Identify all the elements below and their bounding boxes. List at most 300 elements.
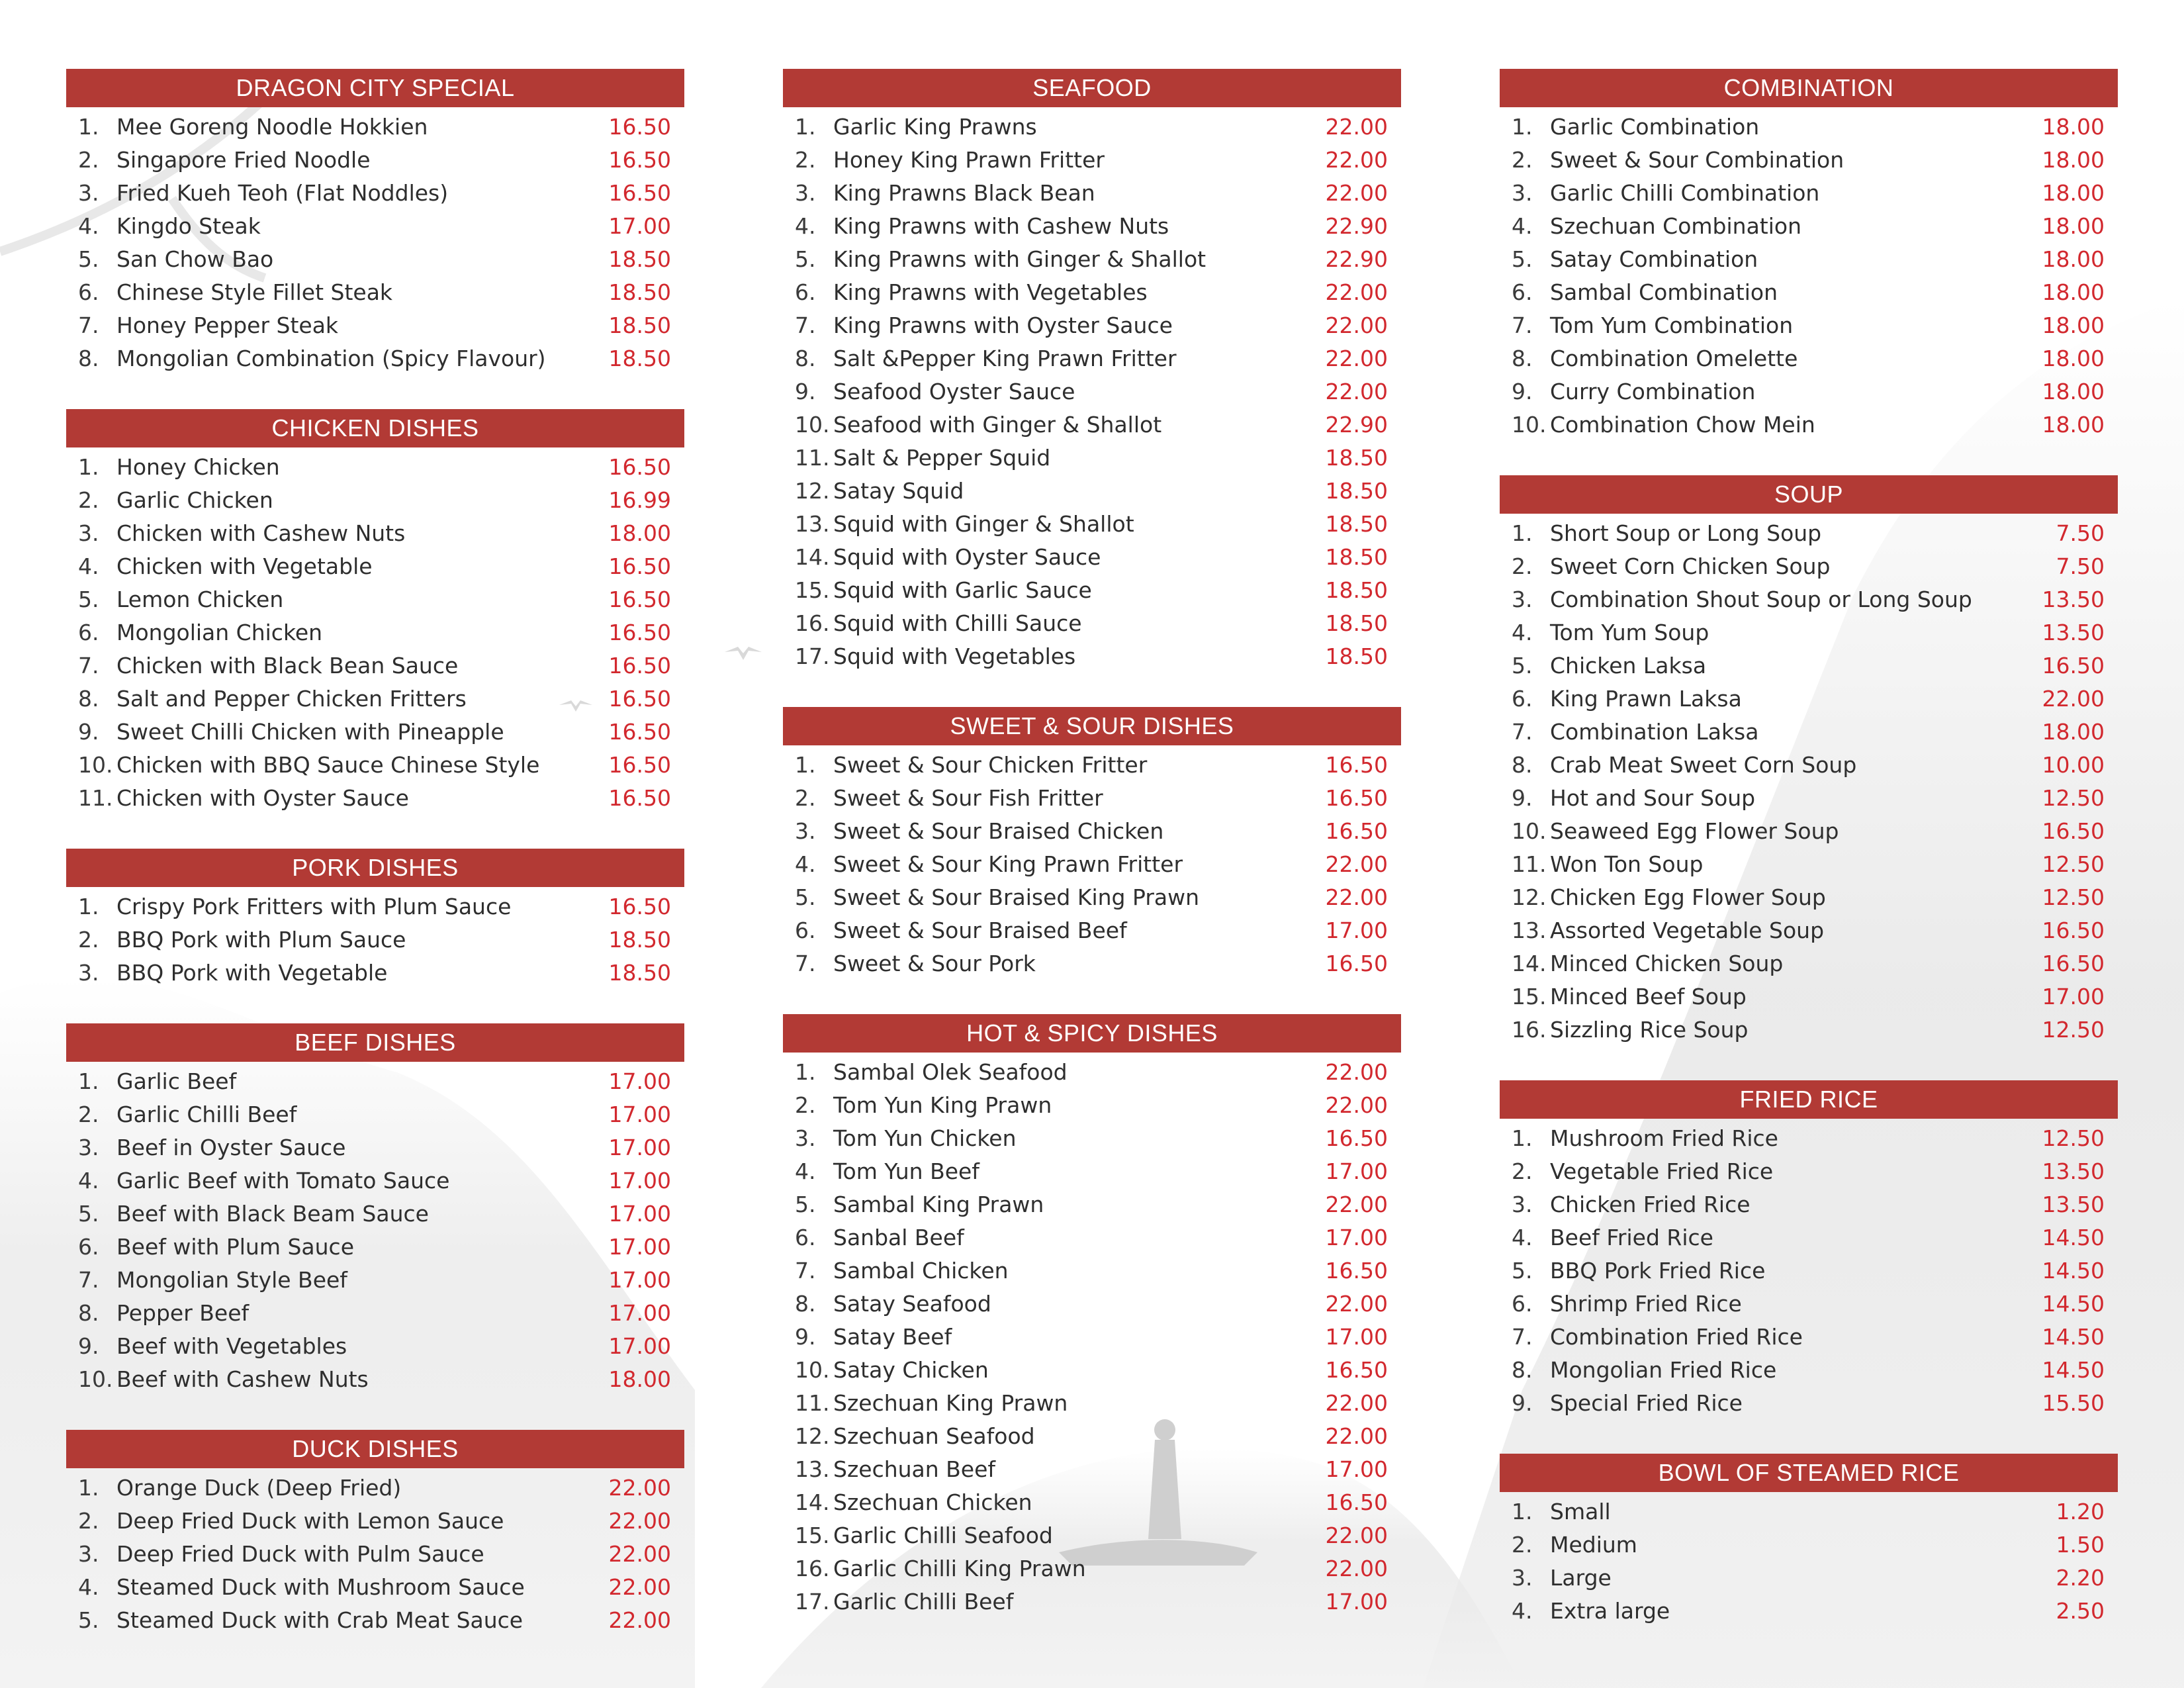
menu-item	[66, 1537, 684, 1570]
item-number: 6.	[1512, 279, 1533, 305]
item-price: 17.00	[1325, 1456, 1388, 1482]
item-number: 8.	[1512, 751, 1533, 778]
item-price: 18.50	[608, 279, 671, 305]
menu-item	[1500, 649, 2118, 682]
menu-item-list	[66, 1468, 684, 1636]
menu-item-list	[66, 447, 684, 814]
item-name: Chinese Style Fillet Steak	[116, 279, 393, 305]
item-name: Sweet & Sour Fish Fritter	[833, 784, 1103, 811]
item-number: 17.	[795, 643, 830, 669]
item-price: 18.50	[608, 246, 671, 272]
menu-item	[1500, 1353, 2118, 1386]
menu-item	[783, 375, 1401, 408]
item-name: Salt & Pepper Squid	[833, 444, 1051, 471]
menu-item	[1500, 1254, 2118, 1287]
item-number: 15.	[795, 577, 830, 603]
menu-item	[783, 639, 1401, 673]
item-price: 17.00	[608, 1333, 671, 1359]
item-price: 18.50	[1325, 610, 1388, 636]
menu-item	[783, 110, 1401, 143]
item-price: 18.00	[2042, 279, 2105, 305]
item-name: King Prawns with Oyster Sauce	[833, 312, 1173, 338]
menu-item	[1500, 1013, 2118, 1046]
menu-item	[66, 308, 684, 342]
item-price: 18.50	[1325, 444, 1388, 471]
item-price: 17.00	[608, 1167, 671, 1194]
item-price: 15.50	[2042, 1389, 2105, 1416]
item-name: Mongolian Fried Rice	[1550, 1356, 1777, 1383]
menu-item	[783, 275, 1401, 308]
item-price: 17.00	[608, 1299, 671, 1326]
item-name: King Prawns with Ginger & Shallot	[833, 246, 1206, 272]
menu-item	[66, 682, 684, 715]
item-name: Chicken with Cashew Nuts	[116, 520, 406, 546]
item-number: 6.	[78, 619, 99, 645]
item-price: 22.00	[1325, 1522, 1388, 1548]
item-name: King Prawns with Cashew Nuts	[833, 212, 1169, 239]
menu-item	[1500, 1188, 2118, 1221]
menu-item	[783, 1254, 1401, 1287]
item-number: 4.	[78, 1573, 99, 1600]
item-number: 13.	[795, 510, 830, 537]
menu-item	[66, 1197, 684, 1230]
item-price: 16.99	[608, 487, 671, 513]
item-name: Sambal Combination	[1550, 279, 1778, 305]
item-number: 10.	[1512, 411, 1547, 438]
item-name: Honey Chicken	[116, 453, 280, 480]
item-number: 8.	[78, 685, 99, 712]
item-price: 1.50	[2056, 1531, 2105, 1558]
item-name: Steamed Duck with Crab Meat Sauce	[116, 1607, 523, 1633]
item-price: 10.00	[2042, 751, 2105, 778]
item-name: Orange Duck (Deep Fried)	[116, 1474, 402, 1501]
item-price: 18.50	[608, 312, 671, 338]
item-number: 3.	[795, 1125, 816, 1151]
item-name: Beef with Plum Sauce	[116, 1233, 355, 1260]
item-number: 5.	[795, 884, 816, 910]
item-number: 8.	[1512, 345, 1533, 371]
item-number: 5.	[78, 1200, 99, 1227]
item-number: 5.	[1512, 246, 1533, 272]
item-name: Szechuan Combination	[1550, 212, 1802, 239]
item-name: Satay Chicken	[833, 1356, 989, 1383]
item-price: 22.00	[608, 1507, 671, 1534]
item-number: 4.	[78, 553, 99, 579]
item-price: 16.50	[608, 146, 671, 173]
item-number: 2.	[795, 784, 816, 811]
menu-item	[66, 176, 684, 209]
menu-item	[783, 408, 1401, 441]
menu-item	[1500, 682, 2118, 715]
menu-item	[783, 781, 1401, 814]
item-price: 16.50	[608, 718, 671, 745]
item-price: 17.00	[1325, 1588, 1388, 1615]
item-name: Sanbal Beef	[833, 1224, 964, 1250]
item-price: 22.00	[608, 1607, 671, 1633]
item-price: 13.50	[2042, 619, 2105, 645]
menu-item	[1500, 342, 2118, 375]
section-title: FRIED RICE	[1500, 1080, 2118, 1119]
item-price: 1.20	[2056, 1498, 2105, 1524]
item-number: 1.	[795, 113, 816, 140]
item-name: Mongolian Combination (Spicy Flavour)	[116, 345, 546, 371]
menu-column-3	[1500, 69, 2118, 1662]
item-name: Squid with Oyster Sauce	[833, 543, 1101, 570]
section-title: SEAFOOD	[783, 69, 1401, 107]
item-name: Mongolian Chicken	[116, 619, 323, 645]
item-number: 2.	[78, 1101, 99, 1127]
item-price: 16.50	[1325, 818, 1388, 844]
menu-item	[783, 1055, 1401, 1088]
menu-item	[1500, 847, 2118, 880]
item-name: Garlic Combination	[1550, 113, 1760, 140]
item-number: 2.	[78, 487, 99, 513]
menu-item	[1500, 275, 2118, 308]
menu-item	[783, 209, 1401, 242]
item-price: 16.50	[2042, 950, 2105, 976]
menu-item	[783, 242, 1401, 275]
item-number: 11.	[78, 784, 113, 811]
menu-section	[66, 1430, 684, 1636]
item-number: 3.	[1512, 179, 1533, 206]
item-name: Beef with Cashew Nuts	[116, 1366, 369, 1392]
item-number: 5.	[78, 246, 99, 272]
item-name: Satay Squid	[833, 477, 964, 504]
item-number: 3.	[1512, 1564, 1533, 1591]
menu-item	[66, 583, 684, 616]
item-name: Sizzling Rice Soup	[1550, 1016, 1749, 1043]
item-name: Honey Pepper Steak	[116, 312, 339, 338]
item-number: 7.	[795, 312, 816, 338]
item-number: 5.	[78, 1607, 99, 1633]
item-name: Szechuan Chicken	[833, 1489, 1032, 1515]
item-number: 10.	[78, 1366, 113, 1392]
item-number: 2.	[1512, 553, 1533, 579]
item-number: 8.	[795, 345, 816, 371]
item-number: 7.	[1512, 1323, 1533, 1350]
menu-item	[66, 450, 684, 483]
item-name: Combination Laksa	[1550, 718, 1759, 745]
menu-item	[66, 143, 684, 176]
menu-item	[1500, 1154, 2118, 1188]
item-price: 18.00	[2042, 345, 2105, 371]
item-name: Szechuan Seafood	[833, 1423, 1035, 1449]
menu-section	[783, 1014, 1401, 1618]
menu-item	[66, 342, 684, 375]
item-number: 16.	[1512, 1016, 1547, 1043]
menu-item	[66, 1362, 684, 1395]
item-name: Tom Yun Beef	[833, 1158, 979, 1184]
item-number: 7.	[795, 1257, 816, 1284]
menu-item	[1500, 947, 2118, 980]
item-number: 2.	[78, 926, 99, 953]
section-title: DRAGON CITY SPECIAL	[66, 69, 684, 107]
item-name: Special Fried Rice	[1550, 1389, 1743, 1416]
item-name: Garlic Chilli Seafood	[833, 1522, 1053, 1548]
menu-item	[66, 1098, 684, 1131]
item-name: Short Soup or Long Soup	[1550, 520, 1822, 546]
item-price: 16.50	[608, 652, 671, 679]
menu-section	[783, 69, 1401, 673]
section-title: BOWL OF STEAMED RICE	[1500, 1454, 2118, 1492]
item-name: Sweet & Sour King Prawn Fritter	[833, 851, 1183, 877]
item-price: 12.50	[2042, 784, 2105, 811]
item-price: 16.50	[1325, 1489, 1388, 1515]
menu-item	[66, 1603, 684, 1636]
menu-item-list	[1500, 1492, 2118, 1627]
item-number: 4.	[78, 212, 99, 239]
item-number: 9.	[795, 1323, 816, 1350]
item-number: 3.	[795, 179, 816, 206]
menu-item	[1500, 781, 2118, 814]
menu-item	[1500, 1528, 2118, 1561]
item-name: Small	[1550, 1498, 1611, 1524]
item-name: Squid with Chilli Sauce	[833, 610, 1082, 636]
item-price: 18.50	[1325, 510, 1388, 537]
item-price: 2.20	[2056, 1564, 2105, 1591]
item-price: 18.50	[1325, 577, 1388, 603]
item-number: 3.	[78, 959, 99, 986]
item-number: 4.	[795, 1158, 816, 1184]
item-price: 22.00	[608, 1474, 671, 1501]
menu-item	[783, 474, 1401, 507]
menu-item	[66, 1230, 684, 1263]
menu-item-list	[66, 887, 684, 989]
item-price: 22.00	[1325, 1389, 1388, 1416]
item-name: Beef with Vegetables	[116, 1333, 347, 1359]
item-name: Mushroom Fried Rice	[1550, 1125, 1778, 1151]
item-name: Combination Chow Mein	[1550, 411, 1815, 438]
item-number: 1.	[1512, 1125, 1533, 1151]
item-name: Garlic Beef	[116, 1068, 237, 1094]
menu-item	[783, 1188, 1401, 1221]
section-title: SWEET & SOUR DISHES	[783, 707, 1401, 745]
item-price: 22.00	[1325, 312, 1388, 338]
item-number: 7.	[1512, 312, 1533, 338]
item-name: Combination Fried Rice	[1550, 1323, 1803, 1350]
menu-section	[66, 409, 684, 814]
item-name: Curry Combination	[1550, 378, 1756, 404]
item-price: 22.00	[1325, 179, 1388, 206]
item-name: Singapore Fried Noodle	[116, 146, 371, 173]
item-price: 22.00	[608, 1540, 671, 1567]
item-number: 13.	[795, 1456, 830, 1482]
menu-item-list	[66, 107, 684, 375]
menu-item	[66, 1471, 684, 1504]
menu-item	[1500, 209, 2118, 242]
item-number: 6.	[78, 1233, 99, 1260]
item-number: 13.	[1512, 917, 1547, 943]
item-name: Sweet & Sour Pork	[833, 950, 1036, 976]
menu-item	[783, 1552, 1401, 1585]
item-name: BBQ Pork Fried Rice	[1550, 1257, 1766, 1284]
item-number: 2.	[795, 146, 816, 173]
item-number: 4.	[1512, 212, 1533, 239]
item-price: 22.00	[2042, 685, 2105, 712]
item-name: Tom Yun Chicken	[833, 1125, 1017, 1151]
item-price: 17.00	[1325, 917, 1388, 943]
menu-item	[1500, 1386, 2118, 1419]
item-price: 18.00	[2042, 312, 2105, 338]
item-price: 16.50	[608, 893, 671, 919]
item-price: 16.50	[608, 453, 671, 480]
item-name: Tom Yum Soup	[1550, 619, 1709, 645]
item-name: King Prawn Laksa	[1550, 685, 1742, 712]
menu-section	[1500, 69, 2118, 441]
item-name: Beef with Black Beam Sauce	[116, 1200, 429, 1227]
menu-item	[783, 606, 1401, 639]
item-name: Seafood with Ginger & Shallot	[833, 411, 1162, 438]
menu-item	[66, 1164, 684, 1197]
item-number: 6.	[795, 1224, 816, 1250]
item-name: Crab Meat Sweet Corn Soup	[1550, 751, 1857, 778]
menu-item	[1500, 1221, 2118, 1254]
item-price: 7.50	[2056, 520, 2105, 546]
item-price: 17.00	[608, 1068, 671, 1094]
item-price: 13.50	[2042, 1158, 2105, 1184]
menu-item	[66, 923, 684, 956]
menu-item	[1500, 143, 2118, 176]
section-title: CHICKEN DISHES	[66, 409, 684, 447]
item-price: 17.00	[608, 1233, 671, 1260]
item-number: 7.	[78, 652, 99, 679]
item-price: 16.50	[1325, 751, 1388, 778]
item-price: 16.50	[2042, 917, 2105, 943]
item-price: 16.50	[1325, 1125, 1388, 1151]
menu-item	[66, 616, 684, 649]
menu-item	[66, 275, 684, 308]
item-number: 7.	[795, 950, 816, 976]
menu-item	[66, 483, 684, 516]
item-name: Garlic Chilli Beef	[833, 1588, 1014, 1615]
item-price: 16.50	[608, 784, 671, 811]
item-name: Beef Fried Rice	[1550, 1224, 1713, 1250]
item-name: Tom Yum Combination	[1550, 312, 1794, 338]
item-name: Satay Seafood	[833, 1290, 991, 1317]
menu-item	[66, 1064, 684, 1098]
item-number: 11.	[1512, 851, 1547, 877]
item-number: 16.	[795, 610, 830, 636]
menu-item	[783, 342, 1401, 375]
item-number: 12.	[1512, 884, 1547, 910]
item-name: Sweet & Sour Chicken Fritter	[833, 751, 1148, 778]
item-price: 17.00	[2042, 983, 2105, 1009]
item-price: 18.50	[608, 345, 671, 371]
item-number: 5.	[795, 246, 816, 272]
item-number: 11.	[795, 1389, 830, 1416]
item-number: 2.	[78, 146, 99, 173]
item-price: 17.00	[1325, 1224, 1388, 1250]
item-name: Won Ton Soup	[1550, 851, 1704, 877]
item-price: 22.00	[1325, 851, 1388, 877]
menu-item	[1500, 1594, 2118, 1627]
item-number: 1.	[78, 113, 99, 140]
menu-item-list	[783, 107, 1401, 673]
item-price: 16.50	[608, 179, 671, 206]
item-name: Garlic Chilli Combination	[1550, 179, 1820, 206]
item-price: 22.00	[1325, 1058, 1388, 1085]
item-name: Salt &Pepper King Prawn Fritter	[833, 345, 1177, 371]
menu-item	[66, 748, 684, 781]
item-name: Chicken Fried Rice	[1550, 1191, 1751, 1217]
item-number: 1.	[1512, 520, 1533, 546]
item-name: Mongolian Style Beef	[116, 1266, 347, 1293]
item-name: Squid with Vegetables	[833, 643, 1076, 669]
item-price: 18.00	[2042, 246, 2105, 272]
item-price: 18.50	[608, 926, 671, 953]
item-number: 1.	[78, 1068, 99, 1094]
item-price: 16.50	[608, 751, 671, 778]
item-price: 22.90	[1325, 411, 1388, 438]
item-price: 17.00	[608, 1134, 671, 1160]
item-price: 12.50	[2042, 884, 2105, 910]
item-price: 16.50	[608, 553, 671, 579]
menu-item	[66, 1131, 684, 1164]
item-number: 4.	[1512, 619, 1533, 645]
item-name: Garlic Chilli King Prawn	[833, 1555, 1086, 1581]
item-number: 8.	[1512, 1356, 1533, 1383]
item-number: 4.	[795, 851, 816, 877]
menu-item	[66, 209, 684, 242]
item-price: 13.50	[2042, 586, 2105, 612]
item-number: 9.	[78, 1333, 99, 1359]
menu-item-list	[1500, 107, 2118, 441]
item-number: 14.	[795, 543, 830, 570]
section-title: HOT & SPICY DISHES	[783, 1014, 1401, 1053]
menu-section	[66, 1023, 684, 1395]
item-number: 9.	[795, 378, 816, 404]
item-name: Satay Beef	[833, 1323, 952, 1350]
menu-item	[783, 1154, 1401, 1188]
menu-item	[66, 516, 684, 549]
item-number: 10.	[795, 411, 830, 438]
menu-item	[783, 176, 1401, 209]
menu-section	[1500, 475, 2118, 1046]
item-name: Combination Omelette	[1550, 345, 1798, 371]
item-price: 22.00	[608, 1573, 671, 1600]
item-price: 18.00	[608, 1366, 671, 1392]
menu-section	[1500, 1454, 2118, 1627]
menu-item	[783, 847, 1401, 880]
item-number: 12.	[795, 477, 830, 504]
item-number: 3.	[795, 818, 816, 844]
item-name: Assorted Vegetable Soup	[1550, 917, 1825, 943]
item-name: Szechuan Beef	[833, 1456, 996, 1482]
item-name: Tom Yun King Prawn	[833, 1092, 1052, 1118]
item-name: Chicken with Oyster Sauce	[116, 784, 409, 811]
menu-item	[66, 1296, 684, 1329]
menu-item	[783, 814, 1401, 847]
item-price: 16.50	[1325, 1257, 1388, 1284]
item-number: 9.	[1512, 784, 1533, 811]
item-price: 16.50	[608, 586, 671, 612]
menu-item	[66, 1504, 684, 1537]
item-name: Garlic Beef with Tomato Sauce	[116, 1167, 450, 1194]
item-number: 2.	[1512, 146, 1533, 173]
item-name: Sweet & Sour Braised Beef	[833, 917, 1127, 943]
section-title: PORK DISHES	[66, 849, 684, 887]
menu-item	[1500, 1287, 2118, 1320]
item-number: 5.	[1512, 652, 1533, 679]
item-price: 16.50	[608, 685, 671, 712]
item-name: Sweet & Sour Combination	[1550, 146, 1844, 173]
item-number: 6.	[1512, 1290, 1533, 1317]
item-price: 18.00	[2042, 212, 2105, 239]
item-name: Large	[1550, 1564, 1612, 1591]
menu-item-list	[1500, 514, 2118, 1046]
item-number: 1.	[1512, 1498, 1533, 1524]
item-number: 3.	[78, 1134, 99, 1160]
